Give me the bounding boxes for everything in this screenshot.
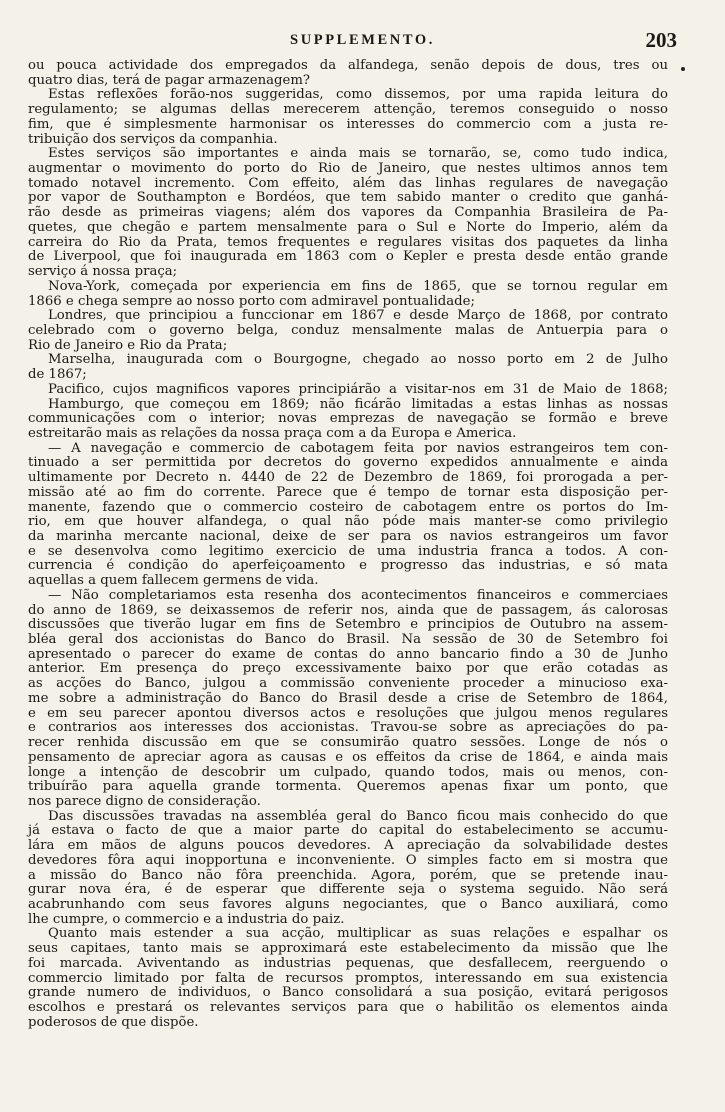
text-line: missão até ao fim do corrente. Parece que é tempo de tornar esta disposição per- (28, 484, 668, 500)
text-line: tribuírão para aquella grande tormenta. Queremos apenas fixar um ponto, que (28, 779, 668, 795)
text-line: ultimamente por Decreto n. 4440 de 22 de Dezembro de 1869, foi prorogada a per- (28, 470, 668, 486)
text-line: Das discussões travadas na assembléa geral do Banco ficou mais conhecido do que (48, 808, 668, 824)
text-line: pensamento de apreciar agora as causas e os effeitos da crise de 1864, e ainda mais (28, 749, 668, 765)
text-line: da marinha mercante nacional, deixe de ser para os navios estrangeiros um favor (28, 529, 668, 544)
article-text (28, 59, 668, 1030)
text-line: grande numero de individuos, o Banco consolidará a sua posição, evitará perigosos (28, 985, 668, 1001)
text-line: Rio de Janeiro e Rio da Prata; (28, 337, 228, 353)
text-line: quatro dias, terá de pagar armazenagem? (28, 72, 311, 88)
page-header (0, 30, 725, 56)
text-line: a missão do Banco não fôra preenchida. Agora, porém, que se pretende inau- (28, 867, 668, 883)
margin-dot (681, 67, 685, 71)
text-line: acabrunhando com seus favores alguns negociantes, que o Banco auxiliará, como (28, 896, 668, 912)
text-line: ou pouca actividade dos empregados da alfandega, senão depois de dous, tres ou (28, 58, 668, 73)
page-number: 203 (645, 28, 677, 52)
text-line: por vapor de Southampton e Bordéos, que tem sabido manter o credito que ganhá- (28, 190, 668, 206)
text-line: longe a intenção de descobrir um culpado, quando todos, mais ou menos, con- (28, 764, 668, 780)
text-line: recer renhida discussão em que se consumirão quatro sessões. Longe de nós o (28, 735, 668, 751)
text-line: rio, em que houver alfandega, o qual não póde mais manter-se como privilegio (28, 514, 668, 530)
text-line: bléa geral dos accionistas do Banco do Brasil. Na sessão de 30 de Setembro foi (28, 632, 668, 648)
text-line: foi marcada. Aviventando as industrias pequenas, que desfallecem, reerguendo o (28, 955, 668, 971)
text-line: nos parece digno de consideração. (28, 793, 261, 809)
text-line: Hamburgo, que começou em 1869; não ficárão limitadas a estas linhas as nossas (48, 396, 668, 412)
text-line: e se desenvolva como legitimo exercicio de uma industria franca a todos. A con- (28, 543, 668, 559)
text-line: poderosos de que dispõe. (28, 1014, 199, 1030)
text-line: as acções do Banco, julgou a commissão conveniente proceder a minucioso exa- (28, 676, 668, 692)
text-line: — Não completariamos esta resenha dos acontecimentos financeiros e commerciaes (48, 587, 668, 603)
text-line: quetes, que chegão e partem mensalmente para o Sul e Norte do Imperio, além da (28, 219, 668, 235)
text-line: já estava o facto de que a maior parte do capital do estabelecimento se accumu- (28, 823, 668, 839)
text-line: celebrado com o governo belga, conduz mensalmente malas de Antuerpia para o (28, 322, 668, 338)
text-line: tinuado a ser permittida por decretos do governo expedidos annualmente e ainda (28, 455, 668, 471)
text-line: 1866 e chega sempre ao nosso porto com admiravel pontualidade; (28, 293, 475, 309)
text-line: augmentar o movimento do porto do Rio de Janeiro, que nestes ultimos annos tem (28, 161, 668, 177)
running-title: SUPPLEMENTO. (290, 32, 435, 48)
text-line: de 1867; (28, 367, 87, 383)
text-line: gurar nova éra, é de esperar que differente seja o systema seguido. Não será (28, 882, 668, 898)
text-line: me sobre a administração do Banco do Brasil desde a crise de Setembro de 1864, (28, 690, 668, 706)
text-line: e contrarios aos interesses dos accionistas. Travou-se sobre as apreciações do pa- (28, 720, 668, 736)
text-line: carreira do Rio da Prata, temos frequentes e regulares visitas dos paquetes da linha (28, 234, 668, 250)
text-line: Londres, que principiou a funccionar em 1867 e desde Março de 1868, por contrato (48, 308, 668, 324)
text-line: de Liverpool, que foi inaugurada em 1863 com o Kepler e presta desde então grande (28, 249, 668, 265)
text-line: serviço á nossa praça; (28, 264, 178, 280)
text-line: fim, que é simplesmente harmonisar os interesses do commercio com a justa re- (28, 116, 668, 132)
text-line: apresentado o parecer do exame de contas do anno bancario findo a 30 de Junho (28, 646, 668, 662)
text-line: Nova-York, começada por experiencia em fins de 1865, que se tornou regular em (48, 278, 668, 294)
text-line: escolhos e prestará os relevantes serviços para que o habilitão os elementos ainda (28, 1000, 668, 1015)
text-line: commercio limitado por falta de recursos promptos, interessando em sua existencia (28, 970, 668, 986)
text-line: Estas reflexões forão-nos suggeridas, como dissemos, por uma rapida leitura do (48, 87, 668, 103)
text-line: discussões que tiverão lugar em fins de Setembro e principios de Outubro na assem- (28, 617, 668, 633)
text-line: tribuição dos serviços da companhia. (28, 131, 278, 147)
text-line: lhe cumpre, o commercio e a industria do paiz. (28, 911, 345, 927)
text-line: Marselha, inaugurada com o Bourgogne, chegado ao nosso porto em 2 de Julho (48, 352, 668, 368)
text-line: Quanto mais estender a sua acção, multiplicar as suas relações e espalhar os (48, 926, 668, 942)
text-line: seus capitaes, tanto mais se approximará este estabelecimento da missão que lhe (28, 941, 668, 957)
text-line: do anno de 1869, se deixassemos de referir nos, ainda que de passagem, ás calorosas (28, 602, 668, 618)
text-line: e em seu parecer apontou diversos actos e resoluções que julgou menos regulares (28, 705, 668, 721)
text-line: devedores fôra aqui inopportuna e inconveniente. O simples facto em si mostra que (28, 852, 668, 868)
text-line: aquellas a quem fallecem germens de vida. (28, 573, 319, 589)
text-line: anterior. Em presença do preço excessivamente baixo por que erão cotadas as (28, 661, 668, 677)
text-line: estreitarão mais as relações da nossa praça com a da Europa e America. (28, 425, 517, 441)
text-line: Estes serviços são importantes e ainda mais se tornarão, se, como tudo indica, (48, 146, 668, 162)
text-line: Pacifico, cujos magnificos vapores principiárão a visitar-nos em 31 de Maio de 1868; (48, 381, 668, 397)
text-line: lára em mãos de alguns poucos devedores. A apreciação da solvabilidade destes (28, 838, 668, 854)
text-line: currencia é condição do aperfeiçoamento e progresso das industrias, e só mata (28, 558, 668, 574)
text-line: — A navegação e commercio de cabotagem feita por navios estrangeiros tem con- (48, 440, 668, 456)
text-line: tomado notavel incremento. Com effeito, além das linhas regulares de navegação (28, 175, 668, 191)
text-line: communicações com o interior; novas emprezas de navegação se formão e breve (28, 411, 668, 427)
text-line: manente, fazendo que o commercio costeiro de cabotagem entre os portos do Im- (28, 499, 668, 515)
text-line: rão desde as primeiras viagens; além dos vapores da Companhia Brasileira de Pa- (28, 205, 668, 221)
text-line: regulamento; se algumas dellas merecerem attenção, teremos conseguido o nosso (28, 102, 668, 118)
